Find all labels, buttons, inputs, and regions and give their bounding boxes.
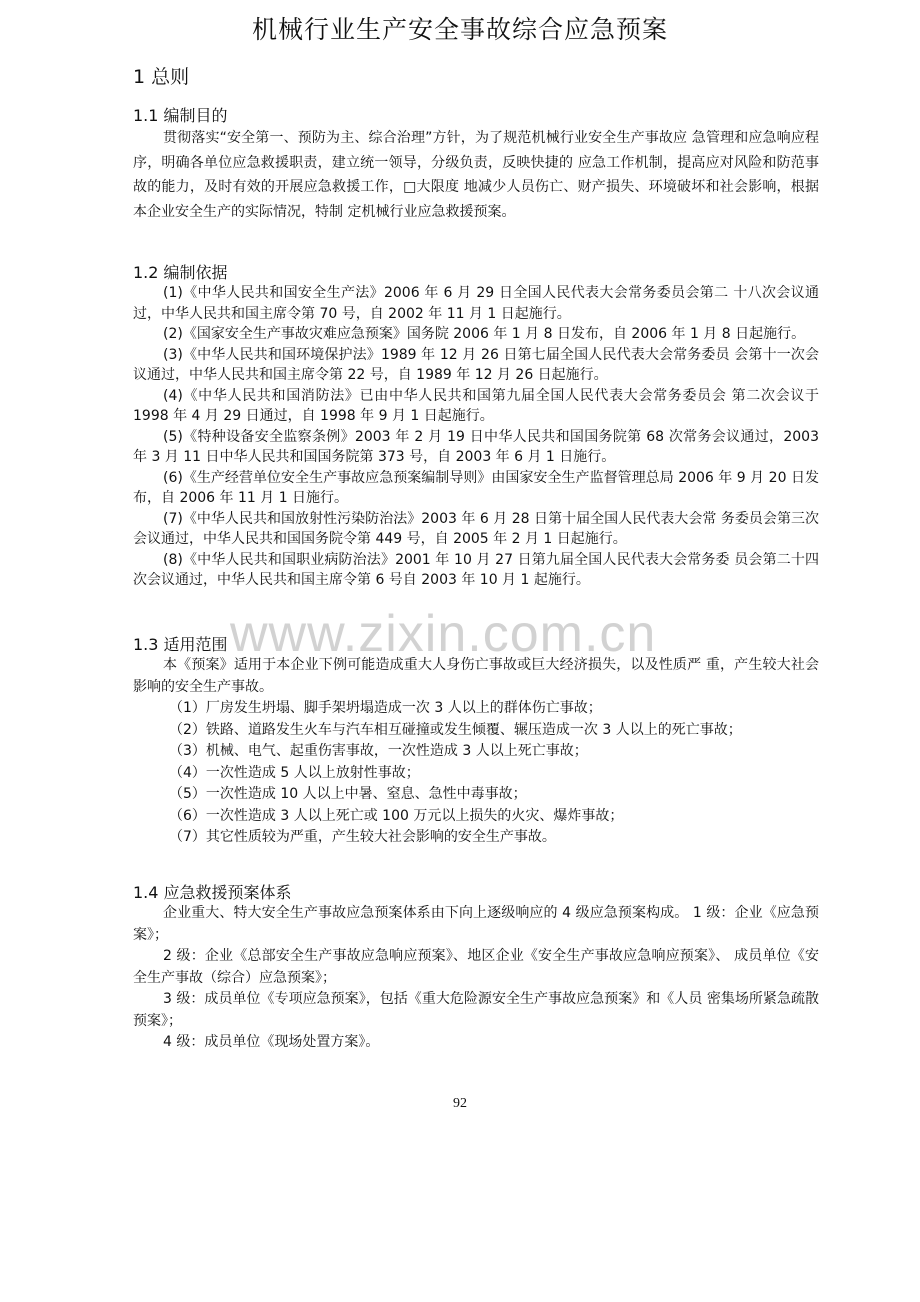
basis-item: (7)《中华人民共和国放射性污染防治法》2003 年 6 月 28 日第十届全国人民代表大会常 务委员会第三次会议通过，中华人民共和国国务院令第 449 号，自 2005 年 2 月 1 日起施行。 <box>133 510 819 547</box>
basis-list <box>133 283 819 591</box>
watermark-text: www.zixin.com.cn <box>230 605 657 663</box>
document-title: 机械行业生产安全事故综合应急预案 <box>251 15 668 44</box>
basis-item: (3)《中华人民共和国环境保护法》1989 年 12 月 26 日第七届全国人民代表大会常务委员 会第十一次会议通过，中华人民共和国主席令第 22 号，自 1989 年 12 月 26 日起施行。 <box>133 346 819 383</box>
scope-item: （5）一次性造成 10 人以上中暑、窒息、急性中毒事故； <box>169 786 527 802</box>
scope-intro: 本《预案》适用于本企业下例可能造成重大人身伤亡事故或巨大经济损失，以及性质严 重，产生较大社会影响的安全生产事故。 <box>133 657 819 695</box>
scope-item: （3）机械、电气、起重伤害事故，一次性造成 3 人以上死亡事故； <box>169 743 588 759</box>
basis-item: (1)《中华人民共和国安全生产法》2006 年 6 月 29 日全国人民代表大会常务委员会第二 十八次会议通过，中华人民共和国主席令第 70 号，自 2002 年 11 月 1 日起施行。 <box>133 285 819 322</box>
basis-item: (6)《生产经营单位安全生产事故应急预案编制导则》由国家安全生产监督管理总局 2006 年 9 月 20 日发布，自 2006 年 11 月 1 日施行。 <box>133 469 819 506</box>
plan-system-list <box>133 903 819 1054</box>
basis-item: (8)《中华人民共和国职业病防治法》2001 年 10 月 27 日第九届全国人民代表大会常务委 员会第二十四次会议通过，中华人民共和国主席令第 6 号自 2003 年 10 月 1 起施行。 <box>133 551 819 588</box>
scope-item: （4）一次性造成 5 人以上放射性事故； <box>169 764 420 781</box>
section-heading-1-3: 1.3 适用范围 <box>133 635 228 654</box>
scope-item: （6）一次性造成 3 人以上死亡或 100 万元以上损失的火灾、爆炸事故； <box>169 807 624 824</box>
section-heading-1-4: 1.4 应急救援预案体系 <box>133 883 292 902</box>
plan-level-item: 4 级：成员单位《现场处置方案》。 <box>163 1034 380 1050</box>
scope-item: （1）厂房发生坍塌、脚手架坍塌造成一次 3 人以上的群体伤亡事故； <box>169 700 602 716</box>
section-heading-1-2: 1.2 编制依据 <box>133 263 228 282</box>
basis-item: (4)《中华人民共和国消防法》已由中华人民共和国第九届全国人民代表大会常务委员会 第二次会议于 1998 年 4 月 29 日通过，自 1998 年 9 月 1 日起施行。 <box>133 387 819 424</box>
plan-level-item: 企业重大、特大安全生产事故应急预案体系由下向上逐级响应的 4 级应急预案构成。 1 级：企业《应急预案》； <box>133 905 819 943</box>
section-heading-1-1: 1.1 编制目的 <box>133 106 228 125</box>
plan-level-item: 2 级：企业《总部安全生产事故应急响应预案》、地区企业《安全生产事故应急响应预案》、 成员单位《安全生产事故（综合）应急预案》； <box>133 948 819 986</box>
plan-level-item: 3 级：成员单位《专项应急预案》，包括《重大危险源安全生产事故应急预案》和《人员 密集场所紧急疏散预案》； <box>133 991 819 1029</box>
scope-section <box>133 655 819 849</box>
purpose-paragraph: 贯彻落实“安全第一、预防为主、综合治理”方针，为了规范机械行业安全生产事故应 急管理和应急响应程序，明确各单位应急救援职责，建立统一领导，分级负责，反映快捷的 应急工作机制，提高应对风险和防范事故的能力，及时有效的开展应急救援工作，□大限度 地减少人员伤亡、财产损失、环境破坏和社会影响，根据本企业安全生产的实际情况，特制 定机械行业应急救援预案。 <box>133 130 819 220</box>
page-number: 92 <box>453 1096 467 1111</box>
scope-item: （2）铁路、道路发生火车与汽车相互碰撞或发生倾覆、辗压造成一次 3 人以上的死亡事故； <box>169 721 742 738</box>
scope-item: （7）其它性质较为严重，产生较大社会影响的安全生产事故。 <box>169 829 556 845</box>
basis-item: (2)《国家安全生产事故灾难应急预案》国务院 2006 年 1 月 8 日发布，自 2006 年 1 月 8 日起施行。 <box>163 326 806 342</box>
section-heading-1: 1 总则 <box>133 66 190 88</box>
basis-item: (5)《特种设备安全监察条例》2003 年 2 月 19 日中华人民共和国国务院第 68 次常务会议通过，2003 年 3 月 11 日中华人民共和国国务院第 373 号，自 2003 年 6 月 1 日施行。 <box>133 428 819 465</box>
